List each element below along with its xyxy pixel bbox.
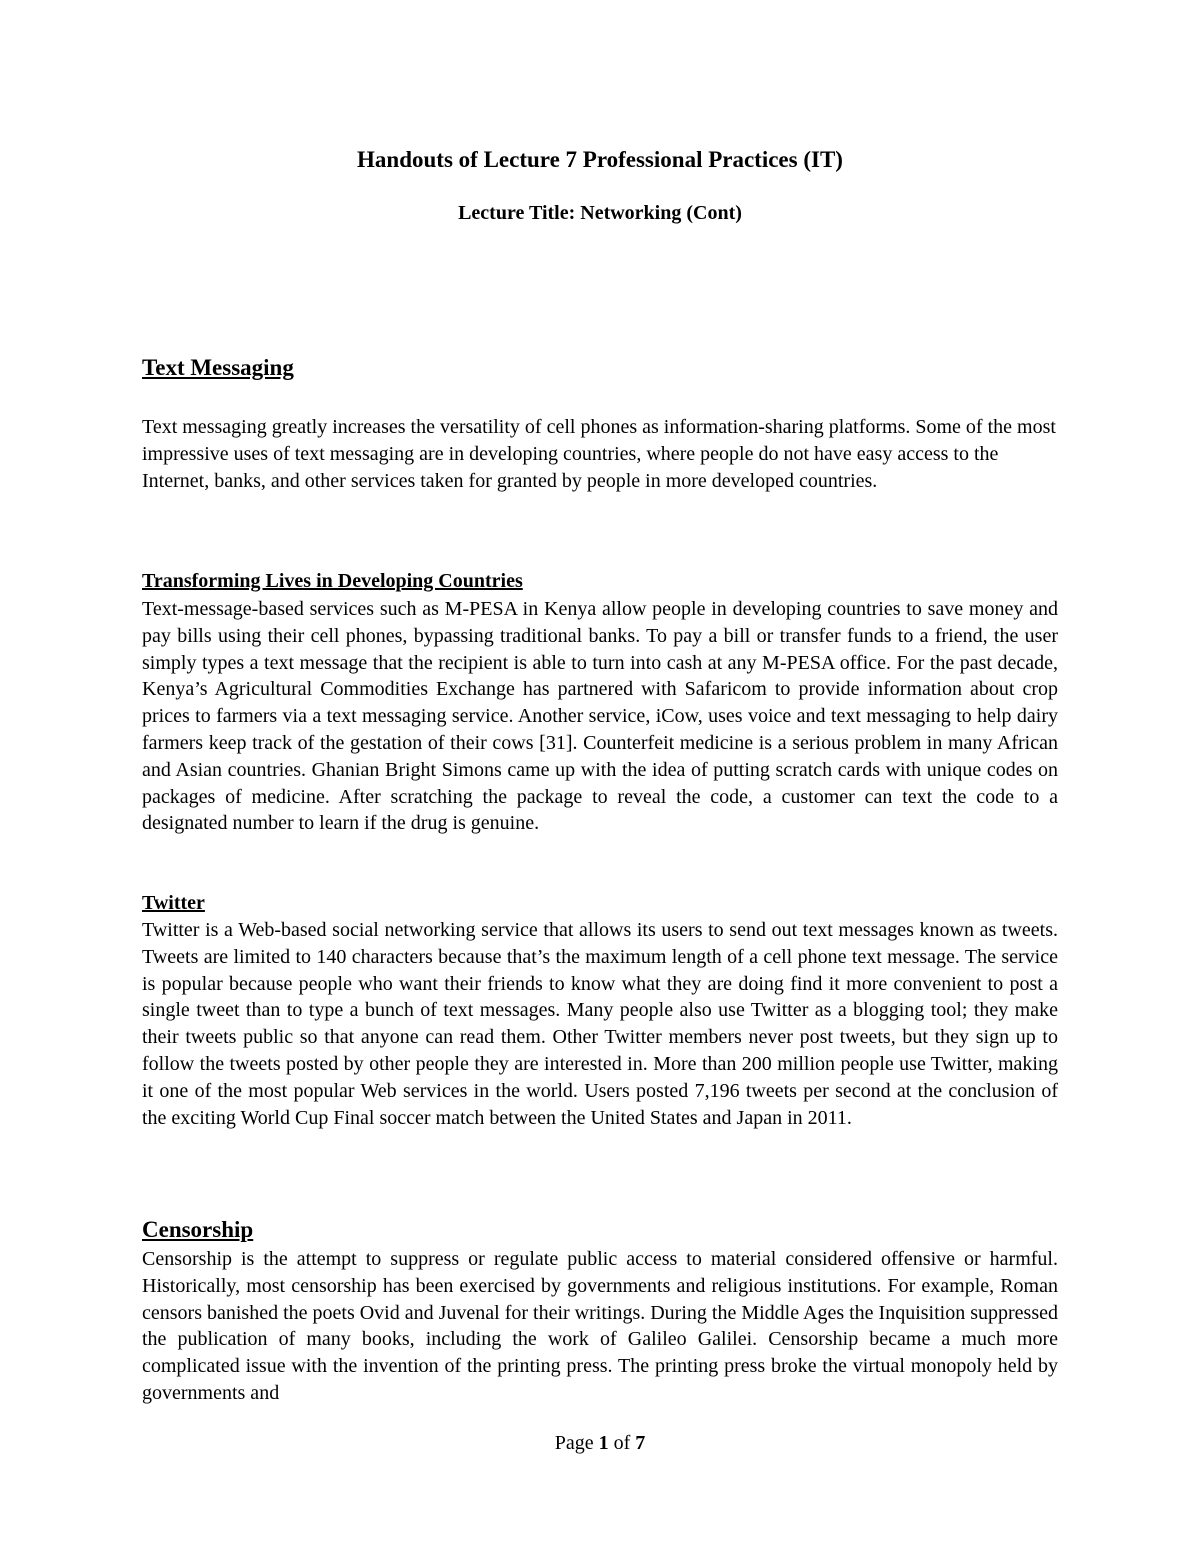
page-label: Page xyxy=(554,1432,594,1454)
paragraph-censorship: Censorship is the attempt to suppress or regulate public access to material considered offensive or harmful. Historically, most censorship has been exercised by governments and religious institutions. For example, Roman censors banished the poets Ovid and Juvenal for their writings. During the Middle Ages the Inquisition suppressed the publication of many books, including the work of Galileo Galilei. Censorship became a much more complicated issue with the invention of the printing press. The printing press broke the virtual monopoly held by governments and xyxy=(142,1248,1058,1404)
paragraph-transforming-lives: Text-message-based services such as M-PESA in Kenya allow people in developing countries to save money and pay bills using their cell phones, bypassing traditional banks. To pay a bill or transfer funds to a friend, the user simply types a text message that the recipient is able to turn into cash at any M-PESA office. For the past decade, Kenya’s Agricultural Commodities Exchange has partnered with Safaricom to provide information about crop prices to farmers via a text messaging service. Another service, iCow, uses voice and text messaging to help dairy farmers keep track of the gestation of their cows [31]. Counterfeit medicine is a serious problem in many African and Asian countries. Ghanian Bright Simons came up with the idea of putting scratch cards with unique codes on packages of medicine. After scratching the package to reveal the code, a customer can text the code to a designated number to learn if the drug is genuine. xyxy=(142,598,1058,835)
page-number: 1 xyxy=(598,1432,609,1454)
heading-censorship: Censorship xyxy=(142,1217,254,1242)
heading-transforming-lives: Transforming Lives in Developing Countries xyxy=(142,570,523,592)
heading-text-messaging: Text Messaging xyxy=(142,355,294,380)
page-total: 7 xyxy=(635,1432,646,1454)
page-footer xyxy=(0,1430,1200,1456)
document-title: Handouts of Lecture 7 Professional Practices (IT) xyxy=(357,147,843,172)
paragraph-twitter: Twitter is a Web-based social networking service that allows its users to send out text messages known as tweets. Tweets are limited to 140 characters because that’s the maximum length of a cell phone text message. The service is popular because people who want their friends to know what they are doing find it more convenient to post a single tweet than to type a bunch of text messages. Many people also use Twitter as a blogging tool; they make their tweets public so that anyone can read them. Other Twitter members never post tweets, but they sign up to follow the tweets posted by other people they are interested in. More than 200 million people use Twitter, making it one of the most popular Web services in the world. Users posted 7,196 tweets per second at the conclusion of the exciting World Cup Final soccer match between the United States and Japan in 2011. xyxy=(142,919,1058,1129)
paragraph-text-messaging: Text messaging greatly increases the versatility of cell phones as information-sharing platforms. Some of the most impressive uses of text messaging are in developing countries, where people do not have easy access to the Internet, banks, and other services taken for granted by people in more developed countries. xyxy=(142,416,1056,492)
heading-twitter: Twitter xyxy=(142,892,205,914)
lecture-title: Lecture Title: Networking (Cont) xyxy=(458,202,742,224)
page-of-label: of xyxy=(613,1432,631,1454)
